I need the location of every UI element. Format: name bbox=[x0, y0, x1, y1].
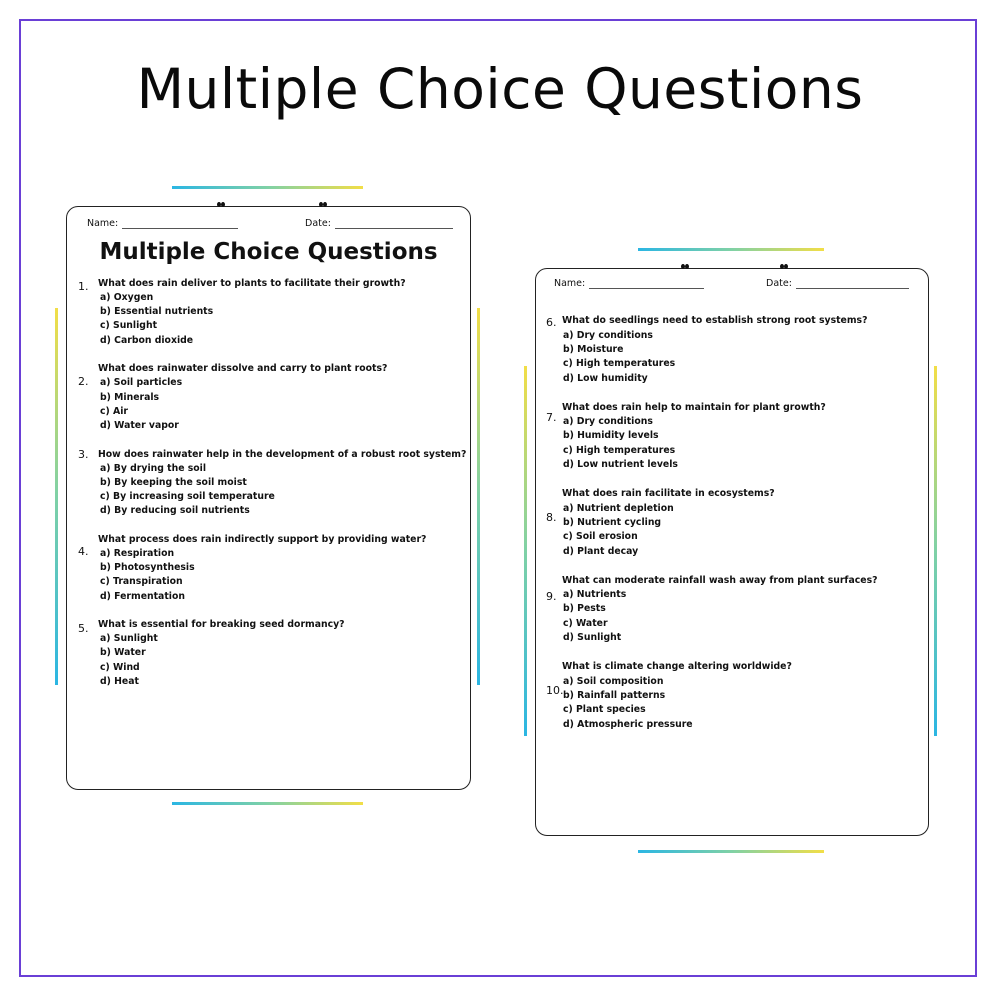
question-number: 9. bbox=[546, 589, 557, 603]
answer-option[interactable]: c) High temperatures bbox=[563, 358, 676, 370]
date-line bbox=[335, 219, 453, 229]
answer-option[interactable]: c) Soil erosion bbox=[563, 531, 638, 543]
worksheet-page-1 bbox=[66, 206, 471, 790]
question-text: What does rainwater dissolve and carry to plant roots? bbox=[98, 363, 388, 375]
answer-option[interactable]: a) Soil particles bbox=[100, 377, 183, 389]
date-field[interactable] bbox=[766, 278, 909, 289]
accent-line-bottom-left bbox=[172, 802, 363, 805]
question-text: What process does rain indirectly support by providing water? bbox=[98, 533, 427, 545]
answer-option[interactable]: b) Minerals bbox=[100, 391, 160, 403]
answer-option[interactable]: a) Nutrient depletion bbox=[563, 502, 674, 514]
question-number: 1. bbox=[78, 280, 89, 293]
answer-option[interactable]: d) By reducing soil nutrients bbox=[100, 505, 250, 517]
question-number: 5. bbox=[78, 622, 89, 636]
answer-option[interactable]: d) Carbon dioxide bbox=[100, 334, 194, 346]
question-number: 4. bbox=[78, 544, 89, 558]
accent-line-right-inner bbox=[524, 366, 527, 736]
question-text: What can moderate rainfall wash away from plant surfaces? bbox=[562, 574, 878, 586]
question-text: What does rain help to maintain for plant growth? bbox=[562, 401, 826, 413]
answer-option[interactable]: b) Pests bbox=[563, 603, 606, 615]
worksheet-title: Multiple Choice Questions bbox=[99, 239, 438, 265]
answer-option[interactable]: d) Water vapor bbox=[100, 419, 179, 431]
question-text: How does rainwater help in the development of a robust root system? bbox=[98, 448, 467, 460]
answer-option[interactable]: c) Transpiration bbox=[100, 576, 183, 588]
accent-line-top-left bbox=[172, 186, 363, 189]
answer-option[interactable]: d) Plant decay bbox=[563, 545, 639, 557]
answer-option[interactable]: c) Water bbox=[563, 617, 608, 629]
answer-option[interactable]: a) Soil composition bbox=[563, 675, 664, 687]
answer-option[interactable]: a) Dry conditions bbox=[563, 416, 653, 427]
date-label: Date: bbox=[766, 278, 792, 289]
question-number: 2. bbox=[78, 375, 89, 389]
name-field[interactable] bbox=[87, 218, 238, 229]
answer-option[interactable]: c) Sunlight bbox=[100, 320, 158, 332]
answer-option[interactable]: a) By drying the soil bbox=[100, 462, 207, 474]
accent-line-right-outer bbox=[934, 366, 937, 736]
binder-clip-icon bbox=[780, 264, 788, 269]
name-label: Name: bbox=[87, 218, 119, 229]
answer-option[interactable]: b) By keeping the soil moist bbox=[100, 476, 247, 488]
answer-option[interactable]: c) Air bbox=[100, 405, 128, 417]
binder-clip-icon bbox=[319, 202, 327, 207]
answer-option[interactable]: b) Photosynthesis bbox=[100, 562, 195, 574]
answer-option[interactable]: c) Plant species bbox=[563, 704, 646, 716]
accent-line-bottom-right bbox=[638, 850, 824, 853]
answer-option[interactable]: c) Wind bbox=[100, 661, 140, 673]
date-line bbox=[796, 279, 909, 289]
page-title: Multiple Choice Questions bbox=[136, 57, 864, 121]
answer-option[interactable]: d) Sunlight bbox=[563, 632, 622, 644]
answer-option[interactable]: d) Low humidity bbox=[563, 372, 648, 384]
answer-option[interactable]: b) Rainfall patterns bbox=[563, 689, 666, 701]
answer-option[interactable]: a) Nutrients bbox=[563, 589, 627, 600]
accent-line-left-outer bbox=[55, 308, 58, 685]
answer-option[interactable]: d) Fermentation bbox=[100, 590, 185, 602]
accent-line-top-right bbox=[638, 248, 824, 251]
answer-option[interactable]: a) Dry conditions bbox=[563, 329, 653, 341]
binder-clip-icon bbox=[217, 202, 225, 207]
worksheet-page-2 bbox=[535, 268, 929, 836]
answer-option[interactable]: c) High temperatures bbox=[563, 444, 676, 456]
answer-option[interactable]: a) Oxygen bbox=[100, 292, 154, 303]
name-field[interactable] bbox=[554, 278, 704, 289]
name-line bbox=[589, 279, 704, 289]
answer-option[interactable]: d) Heat bbox=[100, 675, 139, 687]
answer-option[interactable]: a) Sunlight bbox=[100, 633, 158, 645]
question-text: What is essential for breaking seed dormancy? bbox=[98, 619, 345, 631]
answer-option[interactable]: b) Nutrient cycling bbox=[563, 516, 662, 528]
date-field[interactable] bbox=[305, 218, 453, 229]
question-text: What is climate change altering worldwide? bbox=[562, 661, 792, 672]
answer-option[interactable]: d) Low nutrient levels bbox=[563, 459, 678, 471]
question-number: 10. bbox=[546, 684, 564, 697]
answer-option[interactable]: d) Atmospheric pressure bbox=[563, 718, 693, 730]
answer-option[interactable]: a) Respiration bbox=[100, 547, 175, 559]
accent-line-left-inner bbox=[477, 308, 480, 685]
question-text: What do seedlings need to establish strong root systems? bbox=[562, 315, 868, 326]
question-text: What does rain deliver to plants to facilitate their growth? bbox=[98, 278, 406, 289]
name-line bbox=[122, 219, 238, 229]
name-label: Name: bbox=[554, 278, 586, 289]
answer-option[interactable]: b) Essential nutrients bbox=[100, 306, 214, 318]
binder-clip-icon bbox=[681, 264, 689, 269]
question-number: 6. bbox=[546, 316, 557, 329]
question-number: 3. bbox=[78, 447, 89, 461]
question-number: 7. bbox=[546, 410, 557, 424]
question-text: What does rain facilitate in ecosystems? bbox=[562, 488, 775, 499]
date-label: Date: bbox=[305, 218, 331, 229]
answer-option[interactable]: b) Water bbox=[100, 647, 146, 659]
answer-option[interactable]: b) Moisture bbox=[563, 343, 624, 355]
question-number: 8. bbox=[546, 511, 557, 524]
answer-option[interactable]: b) Humidity levels bbox=[563, 430, 659, 442]
answer-option[interactable]: c) By increasing soil temperature bbox=[100, 491, 275, 502]
